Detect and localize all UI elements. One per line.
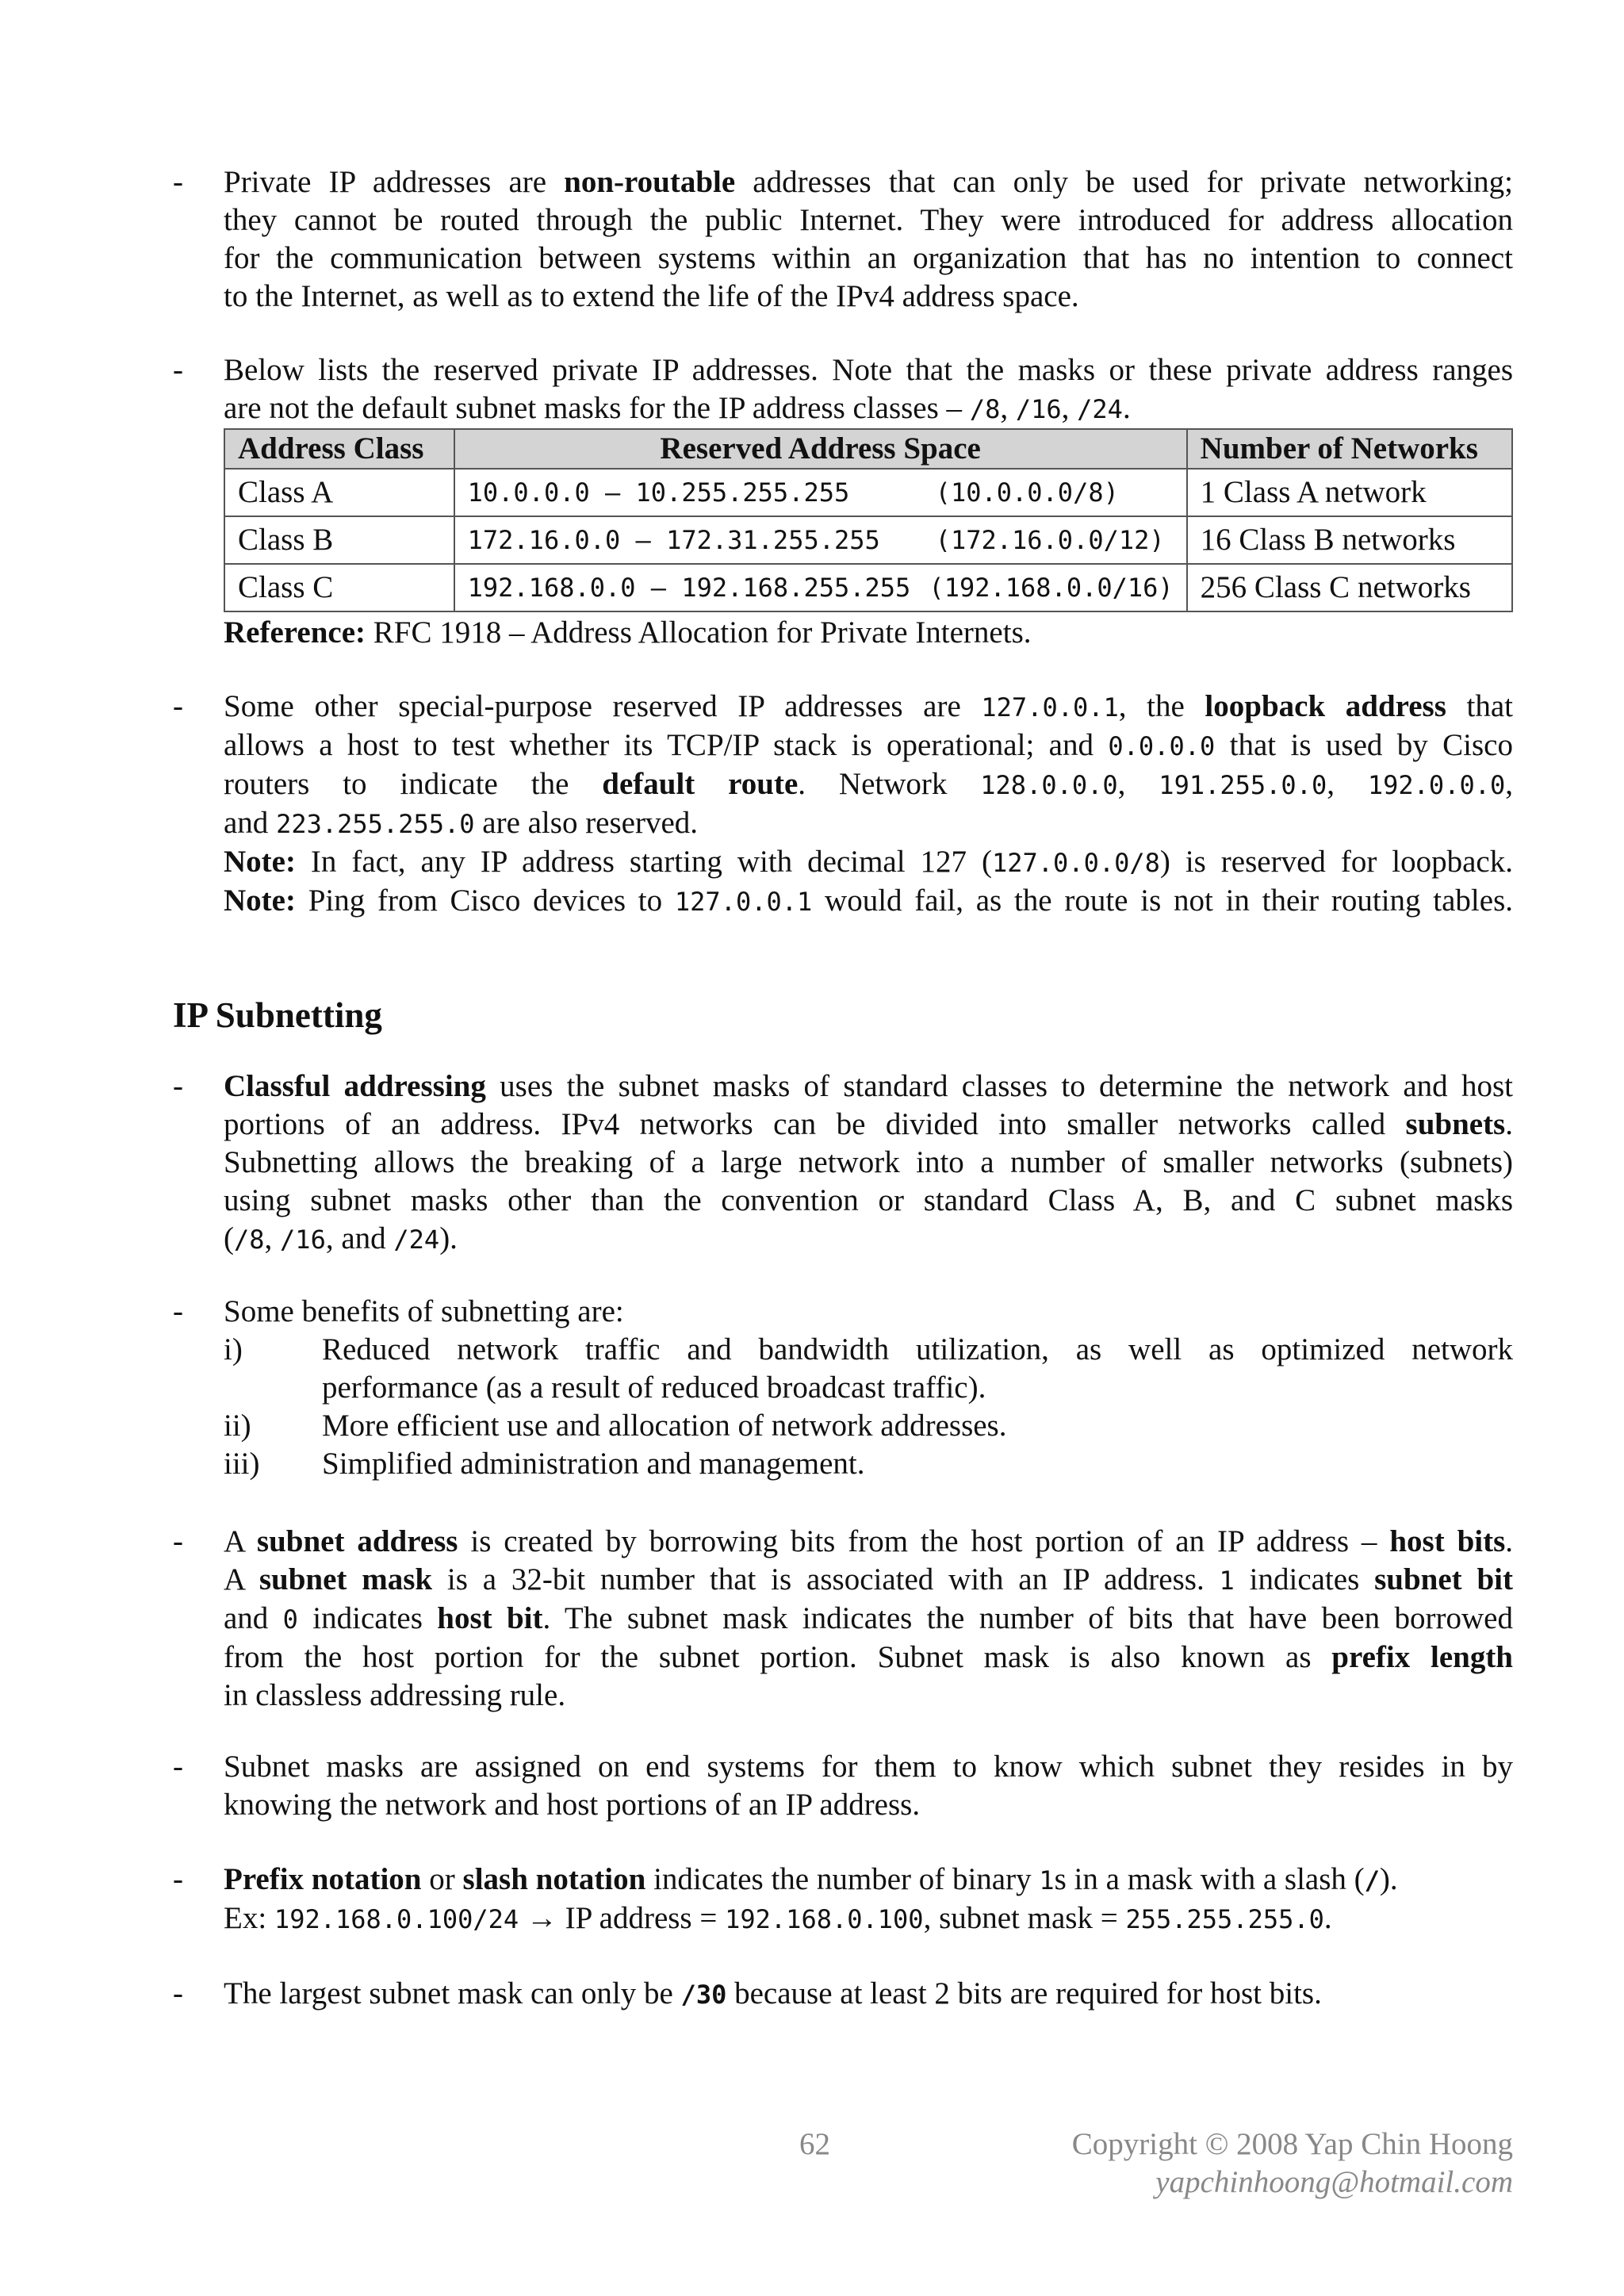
cell-range: 192.168.0.0 – 192.168.255.255 (192.168.0.0/16): [454, 564, 1187, 611]
text-line: for the communication between systems within an organization that has no intention to connect: [224, 241, 1513, 275]
text-line: Below lists the reserved private IP addresses. Note that the masks or these private address ranges: [224, 353, 1513, 387]
cell-networks: 1 Class A network: [1187, 469, 1512, 516]
bullet-dash: -: [173, 1750, 183, 1784]
text-line: A subnet address is created by borrowing bits from the host portion of an IP address – host bits.: [224, 1524, 1514, 1558]
text-line: allows a host to test whether its TCP/IP stack is operational; and 0.0.0.0 that is used by Cisco: [224, 728, 1513, 762]
text-line: from the host portion for the subnet portion. Subnet mask is also known as prefix length: [224, 1640, 1513, 1674]
column-header-address-class: Address Class: [224, 429, 454, 469]
note-line: Note: In fact, any IP address starting with decimal 127 (127.0.0.0/8) is reserved for loopback.: [224, 845, 1513, 879]
bullet-dash: -: [173, 1862, 183, 1896]
bullet-body: [224, 1068, 1513, 1259]
text-line: Subnet masks are assigned on end systems for them to know which subnet they resides in by: [224, 1750, 1513, 1784]
bullet-dash: -: [173, 1976, 183, 2010]
text-line: routers to indicate the default route. Network 128.0.0.0, 191.255.0.0, 192.0.0.0,: [224, 767, 1513, 801]
table-reference: Reference: RFC 1918 – Address Allocation for Private Internets.: [224, 615, 1032, 650]
text-line: and 0 indicates host bit. The subnet mask indicates the number of bits that have been borrowed: [224, 1601, 1513, 1635]
text-line: in classless addressing rule.: [224, 1678, 566, 1712]
copyright-notice: Copyright © 2008 Yap Chin Hoong: [1071, 2127, 1513, 2161]
bullet-dash: -: [173, 689, 183, 723]
column-header-number-of-networks: Number of Networks: [1187, 429, 1512, 469]
bullet-dash: -: [173, 1524, 183, 1558]
cell-class: Class A: [224, 469, 454, 516]
text-line: Prefix notation or slash notation indicates the number of binary 1s in a mask with a slash (/).: [224, 1862, 1398, 1896]
table-header-row: [224, 429, 1512, 469]
bullet-body: [224, 163, 1513, 316]
text-line: they cannot be routed through the public Internet. They were introduced for address allocation: [224, 203, 1513, 237]
text-line: and 223.255.255.0 are also reserved.: [224, 806, 699, 840]
cell-range: 172.16.0.0 – 172.31.255.255 (172.16.0.0/12): [454, 516, 1187, 564]
section-heading: IP Subnetting: [173, 995, 382, 1035]
bullet-dash: -: [173, 1069, 183, 1103]
list-item-text: Reduced network traffic and bandwidth utilization, as well as optimized network: [322, 1332, 1513, 1366]
text-line: Some other special-purpose reserved IP addresses are 127.0.0.1, the loopback address that: [224, 689, 1514, 723]
private-address-table: [224, 428, 1513, 612]
text-line: Subnetting allows the breaking of a large network into a number of smaller networks (subnets): [224, 1145, 1513, 1179]
cell-class: Class B: [224, 516, 454, 564]
text-line: using subnet masks other than the convention or standard Class A, B, and C subnet masks: [224, 1183, 1513, 1217]
bullet-body: [224, 351, 1513, 428]
list-item-text: More efficient use and allocation of network addresses.: [322, 1409, 1007, 1443]
cell-networks: 16 Class B networks: [1187, 516, 1512, 564]
cell-class: Class C: [224, 564, 454, 611]
text-line: The largest subnet mask can only be /30 because at least 2 bits are required for host bits.: [224, 1976, 1322, 2010]
bullet-body: [224, 1861, 1513, 1938]
bullet-body: [224, 1523, 1513, 1715]
cell-range: 10.0.0.0 – 10.255.255.255 (10.0.0.0/8): [454, 469, 1187, 516]
text-line: knowing the network and host portions of an IP address.: [224, 1788, 921, 1822]
list-item-number: i): [224, 1332, 243, 1366]
cell-networks: 256 Class C networks: [1187, 564, 1512, 611]
bullet-dash: -: [173, 165, 183, 199]
text-line: to the Internet, as well as to extend the life of the IPv4 address space.: [224, 279, 1079, 313]
author-email: yapchinhoong@hotmail.com: [1155, 2165, 1513, 2199]
text-line: Private IP addresses are non-routable addresses that can only be used for private networking;: [224, 165, 1513, 199]
list-item-number: ii): [224, 1409, 251, 1443]
text-line: Some benefits of subnetting are:: [224, 1294, 624, 1328]
page-number: 62: [799, 2127, 830, 2161]
list-item-text: Simplified administration and management.: [322, 1447, 865, 1481]
bullet-body: [224, 1748, 1513, 1824]
text-line: are not the default subnet masks for the IP address classes – /8, /16, /24.: [224, 391, 1131, 425]
list-item-text: performance (as a result of reduced broadcast traffic).: [322, 1370, 986, 1405]
bold-term: non-routable: [564, 165, 736, 199]
text-line: portions of an address. IPv4 networks can be divided into smaller networks called subnets.: [224, 1107, 1513, 1141]
bullet-dash: -: [173, 1294, 183, 1328]
text-line: Ex: 192.168.0.100/24 → IP address = 192.168.0.100, subnet mask = 255.255.255.0.: [224, 1901, 1332, 1935]
text-line: A subnet mask is a 32-bit number that is associated with an IP address. 1 indicates subnet bit: [224, 1562, 1513, 1596]
table-row: [224, 564, 1512, 611]
list-item-number: iii): [224, 1447, 260, 1481]
table-row: [224, 516, 1512, 564]
bullet-dash: -: [173, 353, 183, 387]
bullet-body: [224, 1293, 1513, 1331]
column-header-reserved-space: Reserved Address Space: [454, 429, 1187, 469]
note-line: Note: Ping from Cisco devices to 127.0.0.1 would fail, as the route is not in their routing tables.: [224, 884, 1514, 918]
text-line: (/8, /16, and /24).: [224, 1221, 458, 1255]
text-line: Classful addressing uses the subnet masks of standard classes to determine the network and host: [224, 1069, 1513, 1103]
bullet-body: [224, 688, 1513, 921]
bullet-body: [224, 1975, 1513, 2014]
table-row: [224, 469, 1512, 516]
